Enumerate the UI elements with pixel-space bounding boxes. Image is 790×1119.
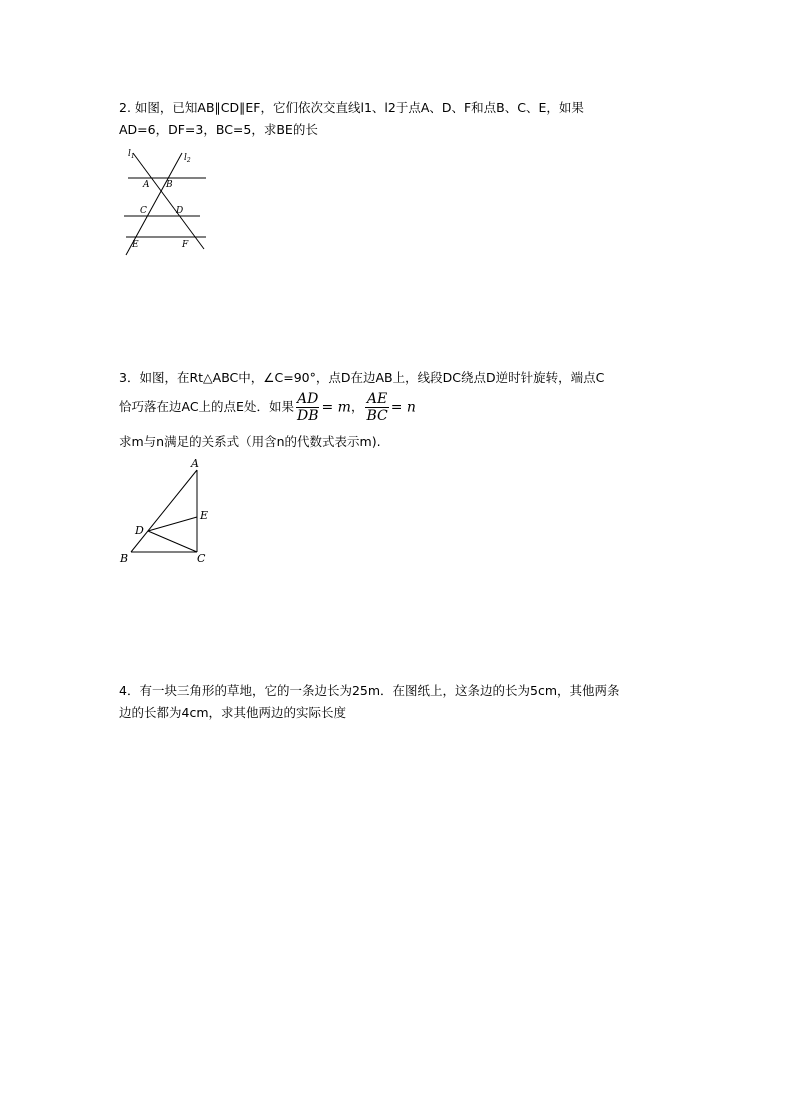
label-f: F: [182, 240, 189, 250]
question-3-line-1: 3．如图，在Rt△ABC中，∠C=90°，点D在边AB上，线段DC绕点D逆时针旋转，端点C: [119, 370, 605, 385]
label-b: B: [120, 552, 129, 565]
question-3-figure: [115, 455, 225, 570]
label-c: C: [197, 552, 206, 565]
label-e: E: [132, 240, 139, 250]
question-3-text: [119, 367, 604, 425]
question-2-line-2: AD=6，DF=3，BC=5，求BE的长: [119, 122, 318, 137]
line-l1: [133, 153, 204, 249]
label-d: D: [176, 206, 184, 216]
label-b: B: [166, 180, 173, 190]
label-c: C: [140, 206, 147, 216]
question-3-line-2-prefix: 恰巧落在边AC上的点E处．如果: [119, 399, 294, 414]
label-d: D: [135, 524, 144, 537]
fraction-ad-db-rhs: = m: [321, 399, 351, 416]
question-3-line-3: 求m与n满足的关系式（用含n的代数式表示m).: [119, 434, 381, 449]
label-a: A: [191, 457, 199, 470]
fraction-ae-bc: $\frac{AE}{BC}$: [366, 391, 388, 424]
question-3-line-2: [119, 389, 604, 425]
label-e: E: [200, 509, 209, 522]
question-4-line-1: 4．有一块三角形的草地，它的一条边长为25m．在图纸上，这条边的长为5cm，其他两条: [119, 683, 620, 698]
label-a: A: [143, 180, 150, 190]
fraction-ae-bc-rhs: = n: [390, 399, 416, 416]
segment-ab: [131, 470, 197, 552]
question-2-line-1: 2. 如图，已知AB∥CD∥EF，它们依次交直线l1、l2于点A、D、F和点B、C、E，如果: [119, 100, 584, 115]
label-l2: $l_2$: [184, 153, 191, 164]
question-4-line-2: 边的长都为4cm，求其他两边的实际长度: [119, 705, 347, 720]
fraction-ad-db: $\frac{AD}{DB}$: [296, 391, 319, 424]
label-l1: $l_1$: [128, 149, 135, 160]
question-4-text: [119, 680, 620, 724]
question-2-figure: [118, 145, 218, 260]
question-2-text: [119, 97, 584, 141]
segment-dc: [148, 531, 197, 552]
fraction-separator: ，: [350, 399, 364, 414]
segment-de: [148, 517, 197, 531]
